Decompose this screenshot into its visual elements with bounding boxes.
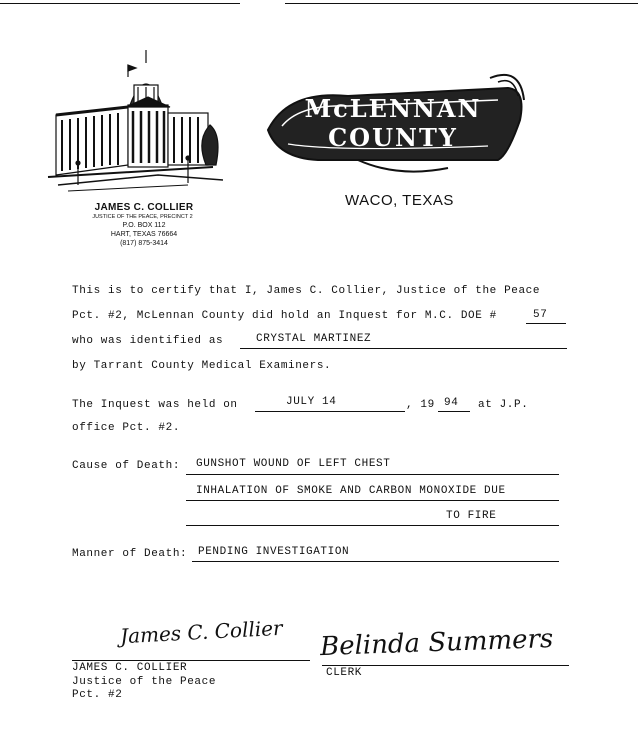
held-year-line [438, 411, 470, 412]
cause-line-3: TO FIRE [446, 510, 497, 522]
letterhead-address1: P.O. BOX 112 [122, 222, 166, 229]
city-text: WACO, TEXAS [345, 192, 454, 209]
justice-signature-line [72, 660, 310, 661]
cause-line-2: INHALATION OF SMOKE AND CARBON MONOXIDE DUE [196, 485, 506, 497]
justice-title-1: Justice of the Peace [72, 676, 217, 688]
justice-signature: James C. Collier [119, 615, 284, 649]
justice-title-2: Pct. #2 [72, 689, 123, 701]
doe-number-line [526, 323, 566, 324]
scan-edge-right [285, 3, 638, 4]
justice-name: JAMES C. COLLIER [72, 662, 188, 674]
held-year-prefix: , 19 [406, 399, 435, 411]
clerk-signature: Belinda Summers [319, 623, 554, 663]
clerk-signature-line [322, 665, 569, 666]
cause-line-1: GUNSHOT WOUND OF LEFT CHEST [196, 458, 391, 470]
letterhead-title: JUSTICE OF THE PEACE, PRECINCT 2 [92, 214, 193, 220]
doe-number: 57 [533, 309, 548, 321]
identified-name: CRYSTAL MARTINEZ [256, 333, 372, 345]
letterhead-name: JAMES C. COLLIER [94, 202, 194, 213]
letterhead-address2: HART, TEXAS 76664 [110, 231, 178, 238]
county-logo-text: McLENNAN COUNTY [304, 94, 482, 152]
county-logo [258, 60, 528, 178]
manner-value: PENDING INVESTIGATION [198, 546, 350, 558]
manner-rule [192, 561, 559, 562]
body-line-2: Pct. #2, McLennan County did hold an Inquest for M.C. DOE # [72, 310, 497, 322]
held-date-line [255, 411, 405, 412]
body-line-4: by Tarrant County Medical Examiners. [72, 360, 332, 372]
cause-label: Cause of Death: [72, 460, 181, 472]
office-line: office Pct. #2. [72, 422, 181, 434]
cause-line-1-rule [186, 474, 559, 475]
letterhead-phone: (817) 875-3414 [120, 240, 168, 247]
clerk-label: CLERK [326, 667, 363, 679]
held-suffix: at J.P. [478, 399, 529, 411]
held-prefix: The Inquest was held on [72, 399, 238, 411]
courthouse-illustration [38, 45, 223, 195]
scan-edge-left [0, 3, 240, 4]
identified-name-line [240, 348, 567, 349]
held-year: 94 [444, 397, 459, 409]
manner-label: Manner of Death: [72, 548, 188, 560]
cause-line-3-rule [186, 525, 559, 526]
body-line-3: who was identified as [72, 335, 224, 347]
held-date: JULY 14 [286, 396, 337, 408]
cause-line-2-rule [186, 500, 559, 501]
body-line-1: This is to certify that I, James C. Collier, Justice of the Peace [72, 285, 541, 297]
